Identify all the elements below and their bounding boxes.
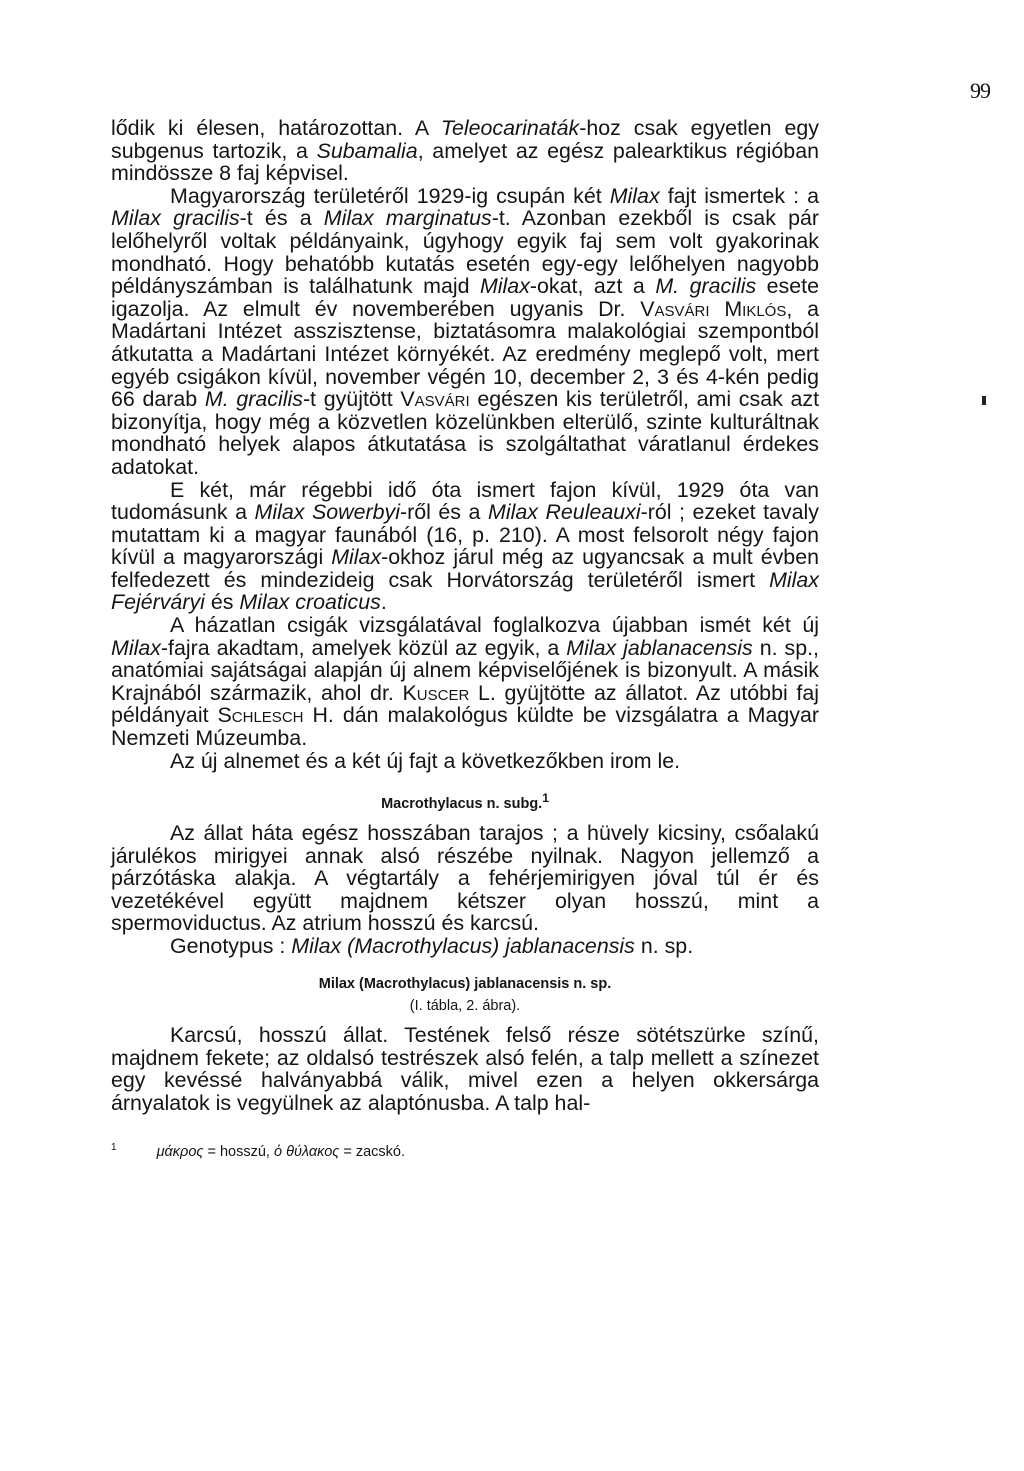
person-name: Schlesch H. — [217, 703, 334, 728]
text-run: esete igazolja. Az elmult év novemberében ugyanis Dr. — [111, 274, 819, 321]
text-run: -okat, azt a — [529, 274, 656, 299]
taxon-name: Milax gracilis — [111, 206, 240, 231]
taxon-name: Milax marginatus — [323, 206, 492, 231]
text-run: Az új alnemet és a két új fajt a következőkben irom le. — [170, 748, 681, 773]
paragraph-3 — [111, 479, 819, 615]
subgenus-title: Macrothylacus n. subg. — [381, 795, 543, 812]
text-run: -t és a — [239, 206, 324, 231]
text-run: lődik ki élesen, határozottan. A — [111, 116, 441, 140]
text-run: -okhoz járul még az ugyancsak a mult évben felfedezett és mindezideig csak Horvátország területéről ismert — [111, 545, 819, 592]
paragraph-4 — [111, 614, 819, 750]
taxon-name: Subamalia — [316, 138, 418, 163]
subgenus-text-block — [111, 822, 819, 958]
taxon-name: M. gracilis — [204, 387, 303, 412]
footnote-marker: 1 — [542, 791, 549, 805]
taxon-name: Milax Sowerbyi — [254, 500, 400, 525]
text-run: dán malakológus küldte be vizsgálatra a Magyar Nemzeti Múzeumba. — [111, 703, 819, 751]
text-run: Karcsú, hosszú állat. Testének felső része sötétszürke színű, majdnem fekete; az oldalsó testrészek alsó felén, a talp mellett a színezet egy kevéssé halványabbá válik, mivel ezen a helyen okkersárga árnyalatok is vegyülnek az alaptónusba. A talp hal- — [111, 1023, 819, 1115]
text-run: -t gyüjtött — [302, 387, 401, 412]
subgenus-heading — [111, 788, 819, 814]
paragraph-1 — [111, 117, 819, 185]
text-run: gyüjtötte az állatot. Az utóbbi faj példányait — [111, 680, 819, 728]
paragraph-7 — [111, 935, 819, 958]
text-run: , a Madártani Intézet asszisztense, biztatásomra malakológiai szempontból átkutatta a Madártani Intézet környékét. Az eredmény meglepő volt, mert egyéb csigákon kívül, november végén 10, december 2, 3 és 4-kén pedig 66 darab — [111, 296, 819, 412]
taxon-name: Milax — [479, 274, 530, 299]
greek-word: μάκρος — [156, 1143, 204, 1160]
species-text-block — [111, 1024, 819, 1114]
paragraph-5 — [111, 750, 819, 773]
species-figure-ref: (I. tábla, 2. ábra). — [409, 998, 521, 1014]
paragraph-8 — [111, 1024, 819, 1114]
text-run: és — [204, 590, 240, 615]
text-run: -hoz csak egyetlen egy subgenus tartozik, a — [111, 116, 819, 163]
text-run: Az állat háta egész hosszában tarajos ; a hüvely kicsiny, csőalakú járulékos mirigyei annak alsó részébe nyilnak. Nagyon jellemző a párzótáska alakja. A végtartály a fehérjemirigyen jóval túl ér és vezetékével együtt majdnem kétszer olyan hosszú, mint a spermoviductus. Az atrium hosszú és karcsú. — [111, 821, 819, 936]
species-heading: Milax (Macrothylacus) jablanacensis n. sp. — [318, 976, 612, 992]
footnote-marker: 1 — [111, 1142, 117, 1153]
taxon-name: Milax croaticus — [239, 590, 381, 615]
taxon-name: Milax — [609, 183, 660, 208]
text-run: n. sp. — [634, 933, 694, 958]
text-run: -t. Azonban ezekből is csak pár lelőhelyről voltak példányaink, úgyhogy egyik faj sem volt gyakorinak mondható. Hogy behatóbb kutatás esetén egy-egy lelőhelyen nagyobb példányszámban is találhatunk majd — [111, 206, 819, 299]
text-run: , amelyet az egész palearktikus régióban mindössze 8 faj képvisel. — [111, 138, 820, 186]
text-run: Magyarország területéről 1929-ig csupán két — [170, 183, 610, 208]
text-run: A házatlan csigák vizsgálatával foglalkozva újabban ismét két új — [170, 613, 819, 638]
taxon-name: Milax (Macrothylacus) jablanacensis — [291, 933, 635, 958]
text-run: = zacskó. — [339, 1143, 405, 1160]
taxon-name: Milax Reuleauxi — [488, 500, 641, 525]
paragraph-6 — [111, 822, 819, 935]
taxon-name: Milax Fejérváryi — [111, 567, 819, 615]
taxon-name: Milax — [111, 635, 161, 660]
text-run: Genotypus : — [170, 933, 292, 958]
footnote — [111, 1138, 819, 1162]
taxon-name: M. gracilis — [655, 274, 757, 299]
text-run: -ról ; ezeket tavaly mutattam ki a magyar faunából (16, p. 210). A most felsorolt négy fajon kívül a magyarországi — [111, 500, 819, 570]
person-name: Kuscer L. — [402, 680, 496, 705]
taxon-name: Teleocarinaták — [440, 116, 580, 140]
paragraph-2 — [111, 185, 819, 479]
margin-mark — [982, 396, 986, 405]
person-name: Vasvári — [400, 387, 470, 412]
text-run: = hosszú, — [203, 1143, 274, 1160]
text-run: fajt ismertek : a — [659, 183, 820, 208]
text-run: . — [380, 590, 387, 615]
page-number: 99 — [970, 78, 990, 103]
taxon-name: Milax jablanacensis — [566, 635, 753, 660]
text-run: -ről és a — [399, 500, 488, 525]
text-run: egészen kis területről, ami csak azt bizonyítja, hogy még a közvetlen közelünkben elterülő, szinte kulturáltnak mondható helyek alapos átkutatása is szolgáltathat váratlanul érdekes adatokat. — [111, 387, 820, 479]
text-run: -fajra akadtam, amelyek közül az egyik, a — [160, 635, 567, 660]
greek-word: ὁ θύλακος — [273, 1143, 340, 1160]
text-run: E két, már régebbi idő óta ismert fajon kívül, 1929 óta van tudomásunk a — [111, 477, 819, 525]
text-run: n. sp., anatómiai sajátságai alapján új alnem képviselőjének is bizonyult. A másik Krajnából származik, ahol dr. — [111, 635, 819, 705]
person-name: Vasvári Miklós — [640, 296, 787, 321]
main-text-block — [111, 117, 819, 772]
taxon-name: Milax — [331, 545, 382, 570]
